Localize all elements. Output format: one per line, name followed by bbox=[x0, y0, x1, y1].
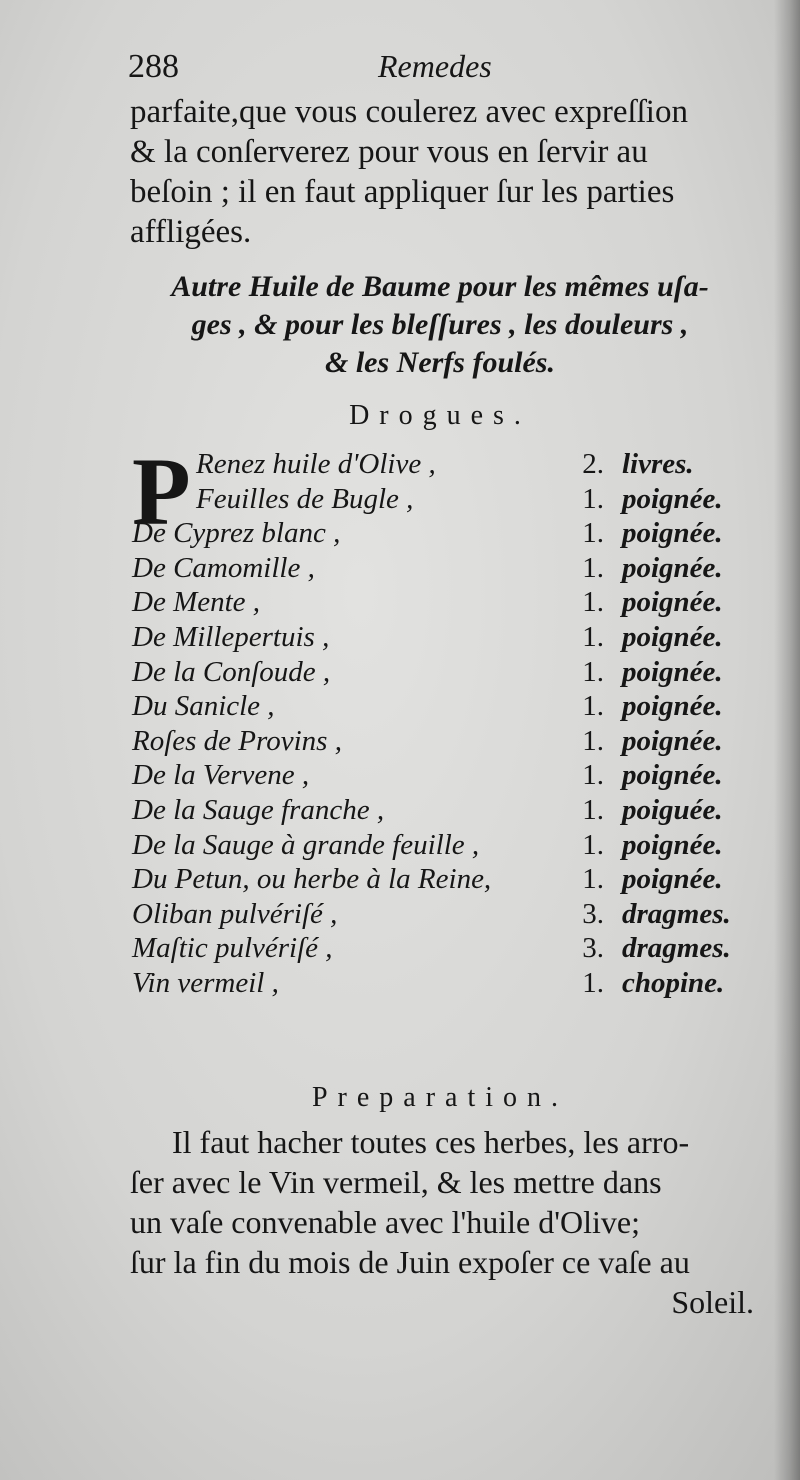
ingredient-unit: chopine. bbox=[622, 966, 725, 999]
page-gutter-shadow bbox=[774, 0, 800, 1480]
recipe-subtitle-line: ges , & pour les bleſſures , les douleurs , bbox=[191, 308, 689, 341]
ingredient-name: Renez huile d'Olive , bbox=[196, 448, 436, 480]
ingredient-unit: poignée. bbox=[622, 724, 723, 757]
ingredient-unit: livres. bbox=[622, 448, 694, 480]
recipe-subtitle-line: Autre Huile de Baume pour les mêmes uſa- bbox=[171, 270, 709, 303]
ingredient-qty: 1. bbox=[582, 482, 604, 515]
ingredient-qty: 1. bbox=[582, 620, 604, 653]
ingredient-name: De la Sauge franche , bbox=[132, 793, 385, 826]
ingredient-unit: poignée. bbox=[622, 863, 723, 896]
ingredient-row bbox=[132, 621, 754, 656]
ingredient-qty: 1. bbox=[582, 793, 604, 826]
preparation-line: un vaſe convenable avec l'huile d'Olive; bbox=[130, 1204, 640, 1240]
ingredient-qty: 3. bbox=[582, 897, 604, 930]
ingredient-qty: 1. bbox=[582, 759, 604, 792]
ingredient-name: Du Petun, ou herbe à la Reine, bbox=[132, 863, 492, 896]
ingredient-qty: 1. bbox=[582, 828, 604, 861]
ingredient-row bbox=[132, 690, 754, 725]
ingredient-qty: 1. bbox=[582, 517, 604, 550]
preparation-line: ſur la fin du mois de Juin expoſer ce vaſe au bbox=[130, 1244, 690, 1280]
ingredient-unit: poignée. bbox=[622, 828, 723, 861]
ingredient-name: Feuilles de Bugle , bbox=[196, 482, 414, 515]
ingredient-row bbox=[132, 863, 754, 898]
ingredient-qty: 2. bbox=[582, 448, 604, 480]
ingredient-unit: poignée. bbox=[622, 690, 723, 723]
ingredient-name: Roſes de Provins , bbox=[132, 724, 342, 757]
ingredient-name: De Mente , bbox=[132, 586, 261, 619]
ingredient-row bbox=[132, 794, 754, 829]
intro-line: beſoin ; il en faut appliquer ſur les parties bbox=[130, 174, 675, 210]
ingredient-row bbox=[132, 483, 754, 518]
ingredient-unit: poignée. bbox=[622, 517, 723, 550]
ingredient-row bbox=[132, 829, 754, 864]
running-head: Remedes bbox=[378, 48, 492, 84]
ingredient-unit: poignée. bbox=[622, 586, 723, 619]
ingredient-unit: dragmes. bbox=[622, 932, 731, 965]
ingredient-name: De la Vervene , bbox=[132, 759, 310, 792]
ingredient-row bbox=[132, 517, 754, 552]
page-number: 288 bbox=[128, 48, 179, 85]
ingredient-row bbox=[132, 759, 754, 794]
ingredient-list bbox=[132, 448, 754, 1002]
ingredient-name: De Cyprez blanc , bbox=[132, 517, 341, 550]
intro-line: parfaite,que vous coulerez avec expreſſion bbox=[130, 94, 688, 130]
ingredient-name: De la Conſoude , bbox=[132, 655, 331, 688]
ingredient-unit: poignée. bbox=[622, 482, 723, 515]
intro-line: & la conſerverez pour vous en ſervir au bbox=[130, 134, 648, 170]
ingredient-qty: 1. bbox=[582, 586, 604, 619]
ingredient-unit: poignée. bbox=[622, 620, 723, 653]
ingredient-row bbox=[132, 967, 754, 1002]
preparation-line: Soleil. bbox=[671, 1284, 754, 1320]
ingredient-unit: poignée. bbox=[622, 759, 723, 792]
preparation-heading: Preparation. bbox=[311, 1082, 569, 1113]
ingredient-row bbox=[132, 656, 754, 691]
ingredient-unit: poignée. bbox=[622, 551, 723, 584]
ingredient-qty: 1. bbox=[582, 655, 604, 688]
ingredient-row bbox=[132, 552, 754, 587]
ingredient-row bbox=[132, 725, 754, 760]
ingredient-qty: 1. bbox=[582, 724, 604, 757]
ingredient-name: Maſtic pulvériſé , bbox=[132, 932, 333, 965]
page-header bbox=[128, 48, 748, 92]
ingredient-row bbox=[132, 586, 754, 621]
ingredient-name: De la Sauge à grande feuille , bbox=[132, 828, 480, 861]
ingredient-row bbox=[132, 898, 754, 933]
ingredient-name: Vin vermeil , bbox=[132, 966, 279, 999]
ingredient-unit: poiguée. bbox=[622, 793, 723, 826]
preparation-line: Il faut hacher toutes ces herbes, les arro- bbox=[172, 1124, 690, 1160]
ingredient-name: Du Sanicle , bbox=[132, 690, 275, 723]
ingredient-qty: 1. bbox=[582, 551, 604, 584]
ingredient-name: De Millepertuis , bbox=[132, 620, 330, 653]
ingredient-unit: poignée. bbox=[622, 655, 723, 688]
drogues-heading: Drogues. bbox=[349, 400, 531, 431]
ingredient-name: Oliban pulvériſé , bbox=[132, 897, 338, 930]
ingredient-qty: 1. bbox=[582, 690, 604, 723]
drop-cap: P bbox=[132, 438, 191, 545]
ingredient-row bbox=[132, 448, 754, 483]
ingredient-qty: 1. bbox=[582, 966, 604, 999]
ingredient-qty: 3. bbox=[582, 932, 604, 965]
ingredient-unit: dragmes. bbox=[622, 897, 731, 930]
preparation-line: ſer avec le Vin vermeil, & les mettre dans bbox=[130, 1164, 662, 1200]
recipe-subtitle-line: & les Nerfs foulés. bbox=[325, 346, 555, 379]
ingredient-name: De Camomille , bbox=[132, 551, 315, 584]
ingredient-row bbox=[132, 932, 754, 967]
intro-line: affligées. bbox=[130, 214, 252, 250]
ingredient-qty: 1. bbox=[582, 863, 604, 896]
